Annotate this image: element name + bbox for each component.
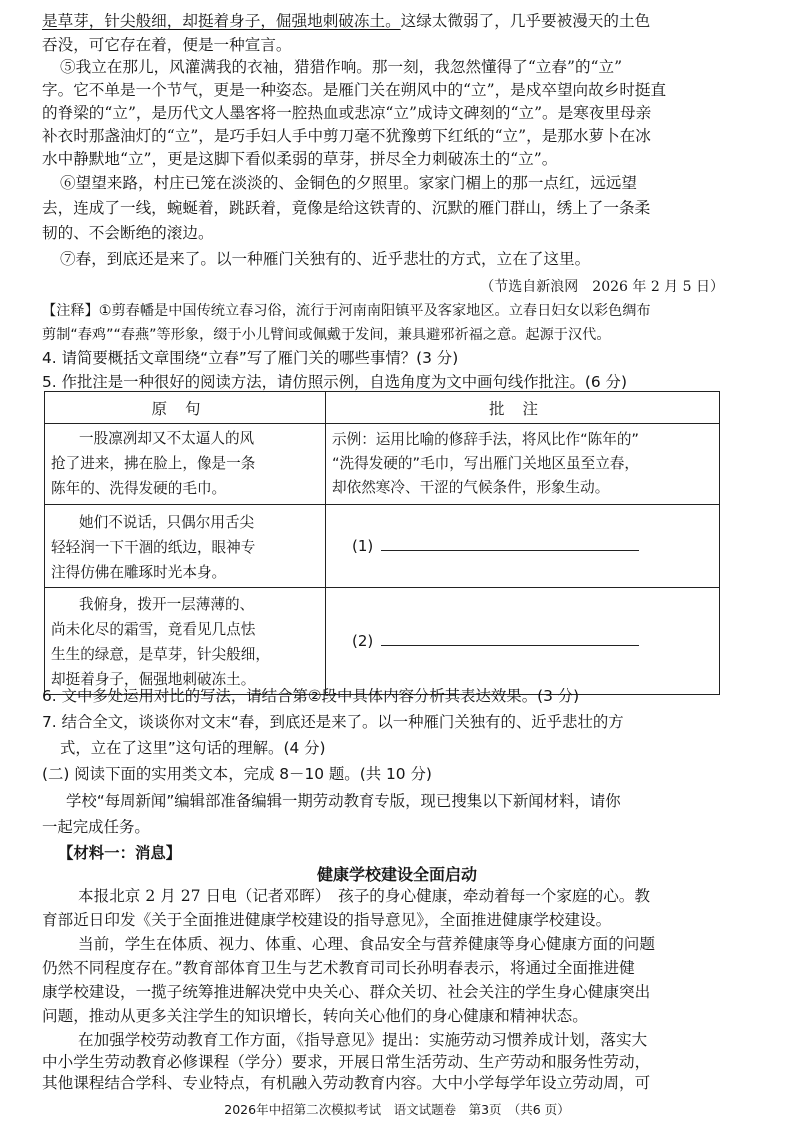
cell-line: 示例：运用比喻的修辞手法，将风比作“陈年的” <box>332 431 639 448</box>
intro-line-1: 学校“每周新闻”编辑部准备编辑一期劳动教育专版，现已搜集以下新闻材料，请你 <box>66 792 621 810</box>
cell-line: 却挺着身子，倔强地刺破冻土。 <box>51 671 256 688</box>
text-line: 吞没，可它存在着，便是一种宣言。 <box>42 36 292 54</box>
news-para-3-line-2: 中小学生劳动教育必修课程（学分）要求，开展日常生活劳动、生产劳动和服务性劳动， <box>42 1053 651 1071</box>
answer-cell-1[interactable] <box>326 505 720 588</box>
answer-cell-2[interactable] <box>326 588 720 695</box>
para-5-line-5: 水中静默地“立”，更是这脚下看似柔弱的草芽，拼尽全力刺破冻土的“立”。 <box>42 150 558 168</box>
question-7-line-2: 式，立在了这里”这句话的理解。(4 分) <box>60 739 326 757</box>
para-5-line-3: 的脊梁的“立”，是历代文人墨客将一腔热血或悲凉“立”成诗文碑刻的“立”。是寒夜里母亲 <box>42 104 652 122</box>
para-5-line-1: ⑤我立在那儿，风灌满我的衣袖，猎猎作响。那一刻，我忽然懂得了“立春”的“立” <box>60 58 623 76</box>
material-1-label: 【材料一：消息】 <box>58 844 182 862</box>
para-6-line-2: 去，连成了一线，蜿蜒着，跳跃着，竟像是给这铁青的、沉默的雁门群山，绣上了一条柔 <box>42 199 651 217</box>
answer-number: (1) <box>352 537 374 555</box>
table-row <box>45 588 720 695</box>
news-para-2-line-2: 仍然不同程度存在。”教育部体育卫生与艺术教育司司长孙明春表示，将通过全面推进健 <box>42 959 635 977</box>
para-5-line-2: 字。它不单是一个节气，更是一种姿态。是雁门关在朔风中的“立”，是戍卒望向故乡时挺直 <box>42 81 667 99</box>
annotation-table <box>44 391 720 695</box>
source-note: （节选自新浪网 2026 年 2 月 5 日） <box>480 279 724 295</box>
cell-line: 陈年的、洗得发硬的毛巾。 <box>51 480 227 497</box>
header-original-sentence: 原句 <box>45 392 326 424</box>
answer-blank-line[interactable] <box>381 536 639 551</box>
annotation-line-1: 【注释】①剪春幡是中国传统立春习俗，流行于河南南阳镇平及客家地区。立春日妇女以彩色绸布 <box>42 303 651 319</box>
cell-line: 我俯身，拨开一层薄薄的、 <box>79 596 255 613</box>
section-2-heading: (二) 阅读下面的实用类文本，完成 8－10 题。(共 10 分) <box>42 765 432 783</box>
cell-line: 注得仿佛在雕琢时光本身。 <box>51 564 227 581</box>
answer-blank-line[interactable] <box>381 631 639 646</box>
para-4-end <box>42 12 650 31</box>
news-para-3-line-3: 其他课程结合学科、专业特点，有机融入劳动教育内容。大中小学每学年设立劳动周，可 <box>42 1074 651 1092</box>
news-para-2-line-4: 问题，推动从更多关注学生的知识增长，转向关心他们的身心健康和精神状态。 <box>42 1007 588 1025</box>
news-para-2-line-1: 当前，学生在体质、视力、体重、心理、食品安全与营养健康等身心健康方面的问题 <box>78 935 655 953</box>
annotation-line-2: 剪制“春鸡”“春燕”等形象，缀于小儿臂间或佩戴于发间，兼具避邪祈福之意。起源于汉代。 <box>42 327 611 343</box>
cell-line: 她们不说话，只偶尔用舌尖 <box>79 514 255 531</box>
answer-number: (2) <box>352 632 374 650</box>
question-7-line-1: 7. 结合全文，谈谈你对文末“春，到底还是来了。以一种雁门关独有的、近乎悲壮的方 <box>42 713 624 731</box>
news-para-1-line-2: 育部近日印发《关于全面推进健康学校建设的指导意见》，全面推进健康学校建设。 <box>42 911 612 929</box>
question-4: 4. 请简要概括文章围绕“立春”写了雁门关的哪些事情？(3 分) <box>42 349 459 367</box>
example-annotation-cell <box>326 424 720 505</box>
cell-line: “洗得发硬的”毛巾，写出雁门关地区虽至立春， <box>332 455 639 472</box>
cell-line: 却依然寒冷、干涩的气候条件，形象生动。 <box>332 479 610 496</box>
table-row <box>45 424 720 505</box>
cell-line: 抢了进来，拂在脸上，像是一条 <box>51 455 256 472</box>
para-6-line-3: 韧的、不会断绝的滚边。 <box>42 224 214 242</box>
news-para-2-line-3: 康学校建设，一揽子统筹推进解决党中央关心、群众关切、社会关注的学生身心健康突出 <box>42 983 651 1001</box>
sentence-cell <box>45 424 326 505</box>
para-5-line-4: 补衣时那盏油灯的“立”，是巧手妇人手中剪刀毫不犹豫剪下红纸的“立”，是那水萝卜在冰 <box>42 127 651 145</box>
question-5: 5. 作批注是一种很好的阅读方法，请仿照示例，自选角度为文中画句线作批注。(6 分) <box>42 373 627 391</box>
table-row <box>45 505 720 588</box>
cell-line: 轻轻润一下干涸的纸边，眼神专 <box>51 539 256 556</box>
news-para-1-line-1: 本报北京 2 月 27 日电（记者邓晖） 孩子的身心健康，牵动着每一个家庭的心。教 <box>78 887 650 905</box>
cell-line: 尚未化尽的霜雪，竟看见几点怯 <box>51 621 256 638</box>
sentence-cell <box>45 588 326 695</box>
question-6: 6. 文中多处运用对比的写法，请结合第②段中具体内容分析其表达效果。(3 分) <box>42 687 580 705</box>
para-7: ⑦春，到底还是来了。以一种雁门关独有的、近乎悲壮的方式，立在了这里。 <box>60 250 591 268</box>
news-para-3-line-1: 在加强学校劳动教育工作方面，《指导意见》提出：实施劳动习惯养成计划，落实大 <box>78 1031 648 1049</box>
para-6-line-1: ⑥望望来路，村庄已笼在淡淡的、金铜色的夕照里。家家门楣上的那一点红，远远望 <box>60 174 637 192</box>
intro-line-2: 一起完成任务。 <box>42 818 150 836</box>
news-title: 健康学校建设全面启动 <box>316 865 477 884</box>
text-segment: 这绿太微弱了，几乎要被漫天的土色 <box>400 12 651 30</box>
cell-line: 生生的绿意，是草芽，针尖般细， <box>51 646 270 663</box>
underlined-sentence: 是草芽，针尖般细，却挺着身子，倔强地刺破冻土。 <box>42 12 401 30</box>
sentence-cell <box>45 505 326 588</box>
page-footer: 2026年中招第二次模拟考试 语文试题卷 第3页 （共6 页） <box>224 1102 570 1117</box>
header-annotation: 批注 <box>326 392 720 424</box>
cell-line: 一股凛冽却又不太逼人的风 <box>79 430 255 447</box>
table-header-row <box>45 392 720 424</box>
